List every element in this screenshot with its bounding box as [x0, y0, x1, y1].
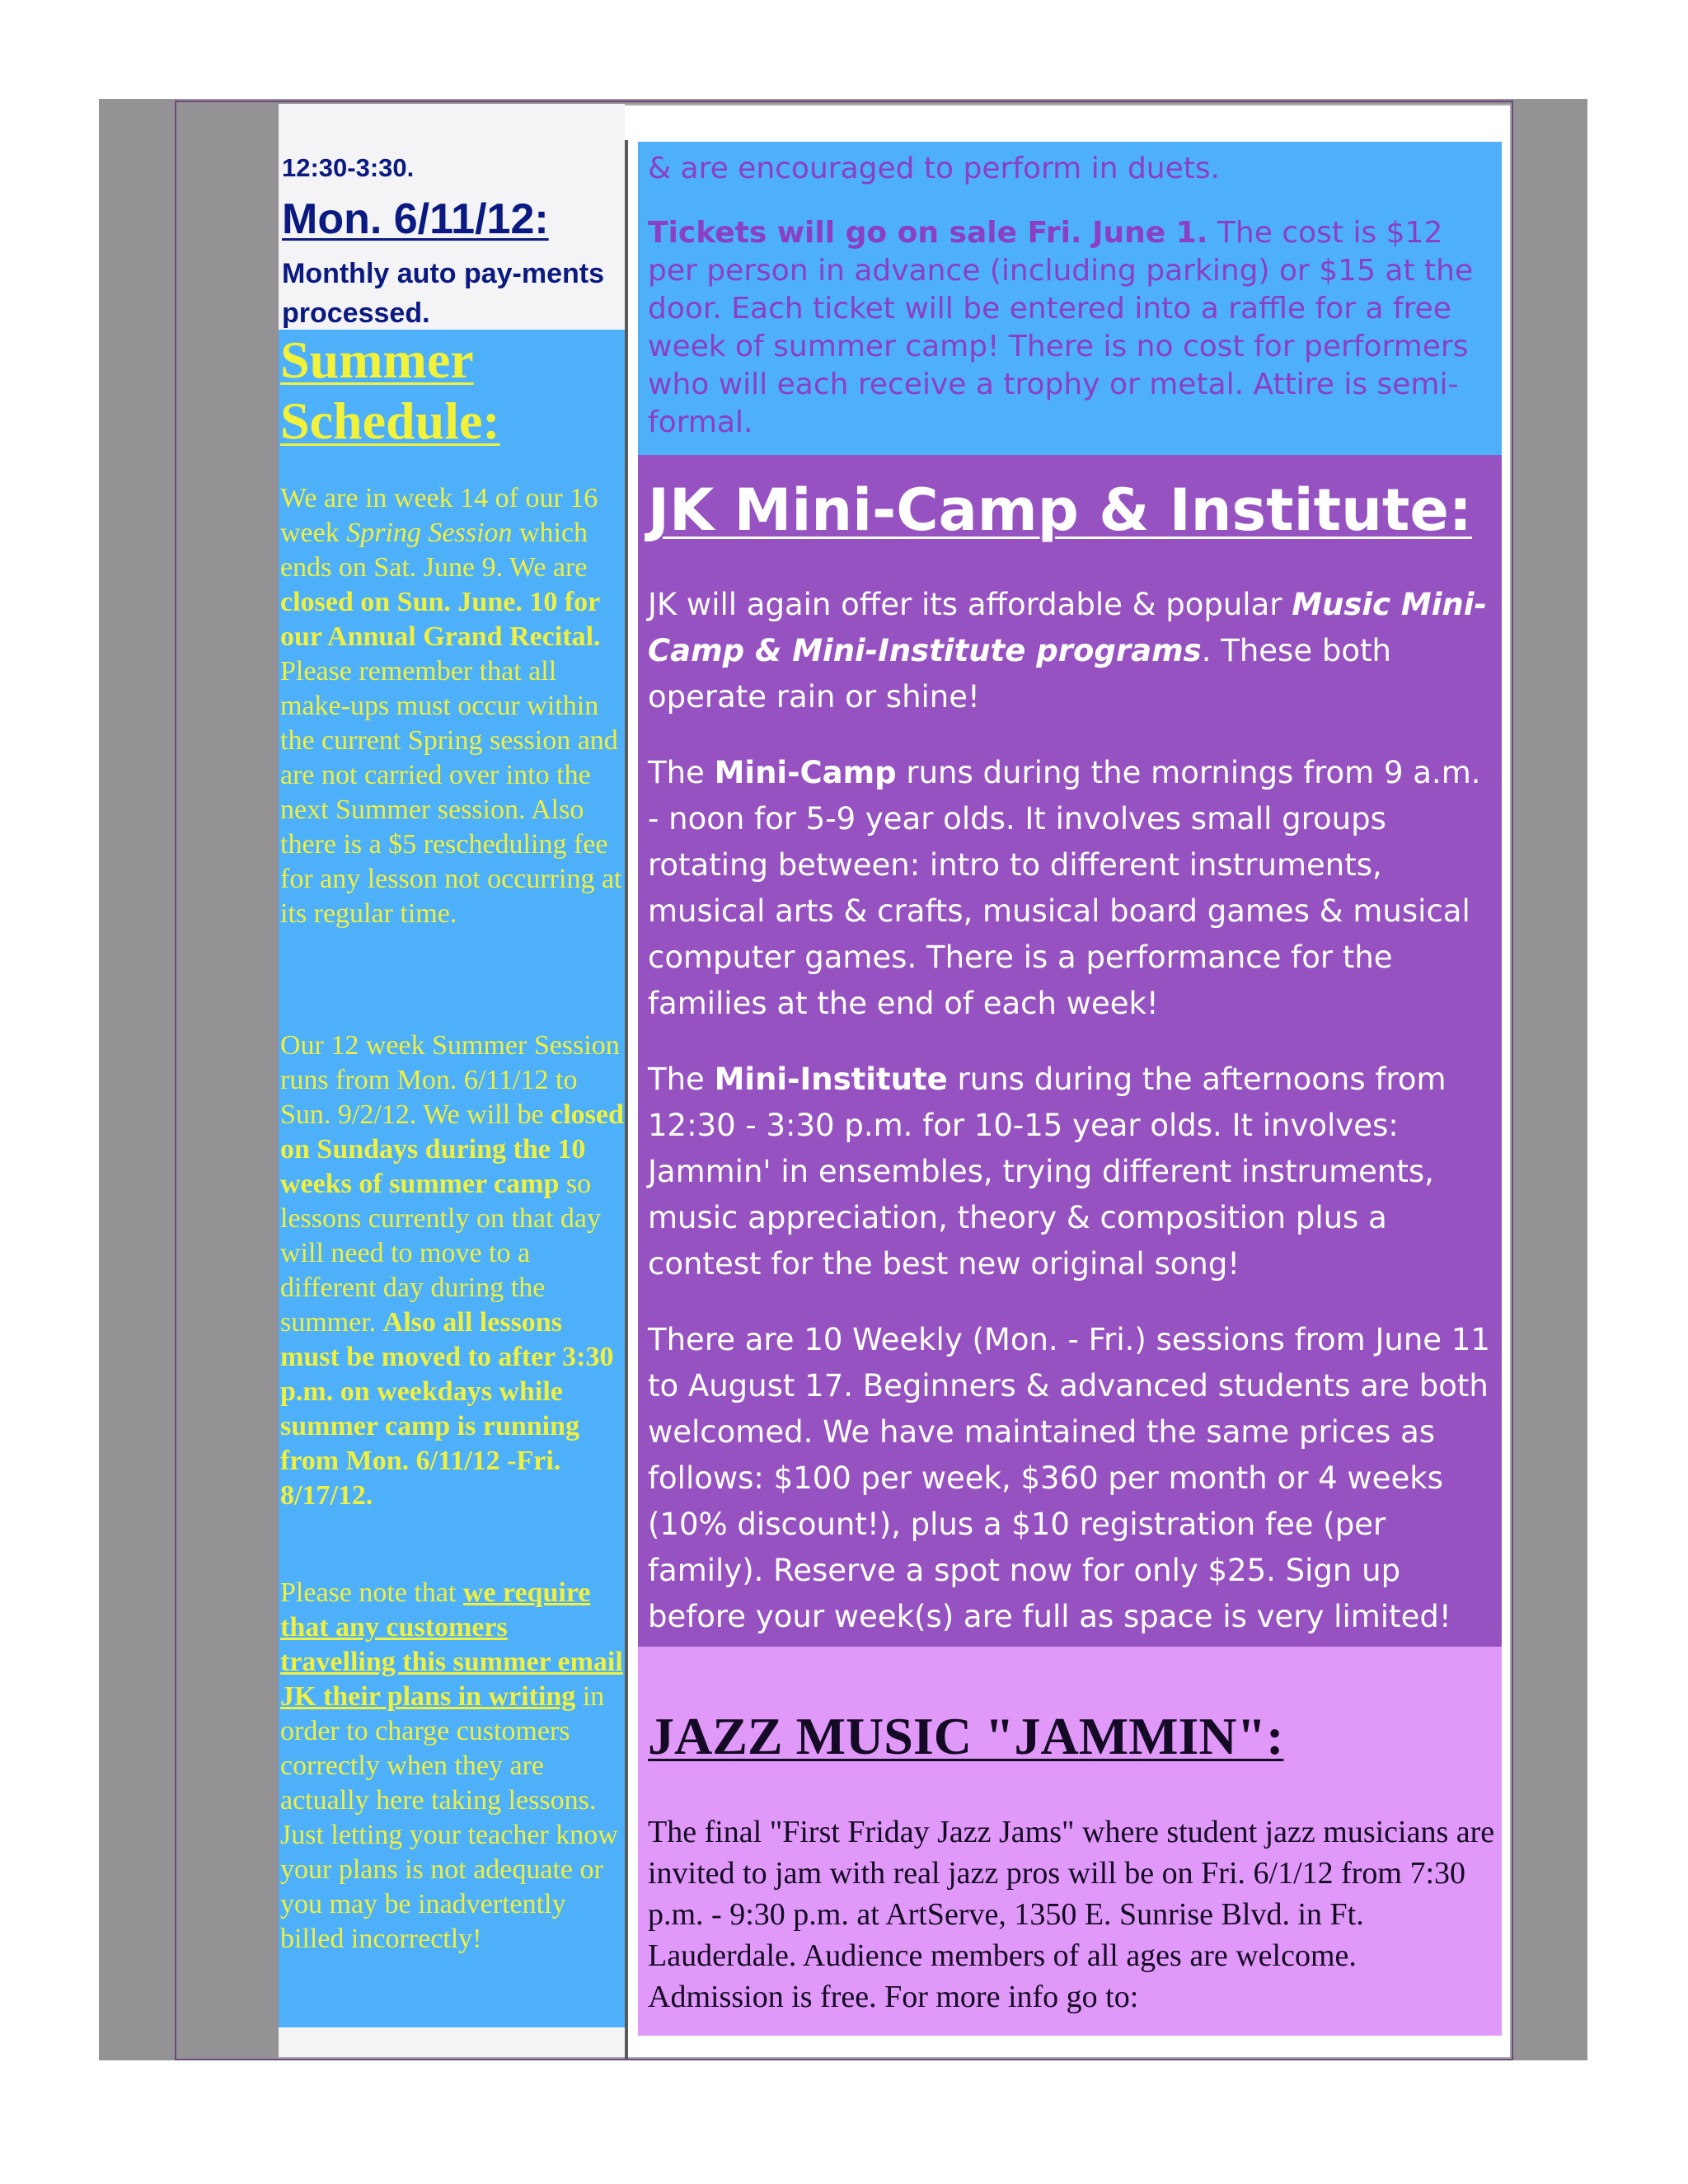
date-heading: Mon. 6/11/12:	[282, 195, 549, 243]
time-line: 12:30-3:30.	[282, 153, 415, 182]
sessions-pricing-paragraph: There are 10 Weekly (Mon. - Fri.) sessions from June 11 to August 17. Beginners & advanced students are both welcomed. We have maintained the same prices as follows: $100 per week, $360 per month or 4 weeks (10% discount!), plus a $10 registration fee (per family). Reserve a spot now for only $25. Sign up before your week(s) are full as space is very limited!	[648, 1322, 1490, 1634]
camp-intro-paragraph: JK will again offer its affordable & popular Music Mini-Camp & Mini-Institute programs. These both operate rain or shine!	[648, 587, 1487, 715]
mini-institute-paragraph: The Mini-Institute runs during the afternoons from 12:30 - 3:30 p.m. for 10-15 year olds. It involves: Jammin' in ensembles, trying different instruments, music appreciation, theory & composition plus a contest for the best new original song!	[648, 1062, 1447, 1282]
mini-camp-heading: JK Mini-Camp & Institute:	[648, 476, 1472, 544]
left-footer-box	[279, 2027, 625, 2057]
summer-session-paragraph: Our 12 week Summer Session runs from Mon. 6/11/12 to Sun. 9/2/12. We will be closed on Sundays during the 10 weeks of summer camp so lessons currently on that day will need to move to a different day during the summer. Also all lessons must be moved to after 3:30 p.m. on weekdays while summer camp is running from Mon. 6/11/12 -Fri. 8/17/12.	[280, 1030, 624, 1511]
spring-session-paragraph: We are in week 14 of our 16 week Spring Session which ends on Sat. June 9. We are closed on Sun. June. 10 for our Annual Grand Recital. Please remember that all make-ups must occur within the current Spring session and are not carried over into the next Summer session. Also there is a $5 rescheduling fee for any lesson not occurring at its regular time.	[280, 483, 622, 929]
mini-camp-paragraph: The Mini-Camp runs during the mornings from 9 a.m. - noon for 5-9 year olds. It involves small groups rotating between: intro to different instruments, musical arts & crafts, musical board games & musical computer games. There is a performance for the families at the end of each week!	[648, 755, 1481, 1021]
jazz-heading: JAZZ MUSIC "JAMMIN":	[648, 1707, 1284, 1765]
jazz-paragraph: The final "First Friday Jazz Jams" where student jazz musicians are invited to jam with real jazz pros will be on Fri. 6/1/12 from 7:30 p.m. - 9:30 p.m. at ArtServe, 1350 E. Sunrise Blvd. in Ft. Lauderdale. Audience members of all ages are welcome. Admission is free. For more info go to:	[648, 1815, 1495, 2014]
tickets-paragraph: Tickets will go on sale Fri. June 1. The cost is $12 per person in advance (including parking) or $15 at the door. Each ticket will be entered into a raffle for a free week of summer camp! There is no cost for performers who will each receive a trophy or metal. Attire is semi-formal.	[648, 216, 1474, 439]
duets-line: & are encouraged to perform in duets.	[648, 152, 1221, 185]
travel-notice-paragraph: Please note that we require that any customers travelling this summer email JK their plans in writing in order to charge customers correctly when they are actually here taking lessons. Just letting your teacher know your plans is not adequate or you may be inadvertently billed incorrectly!	[280, 1577, 623, 1954]
auto-pay-note: Monthly auto pay-ments processed.	[282, 258, 605, 329]
summer-schedule-heading: Summer Schedule:	[280, 330, 500, 450]
